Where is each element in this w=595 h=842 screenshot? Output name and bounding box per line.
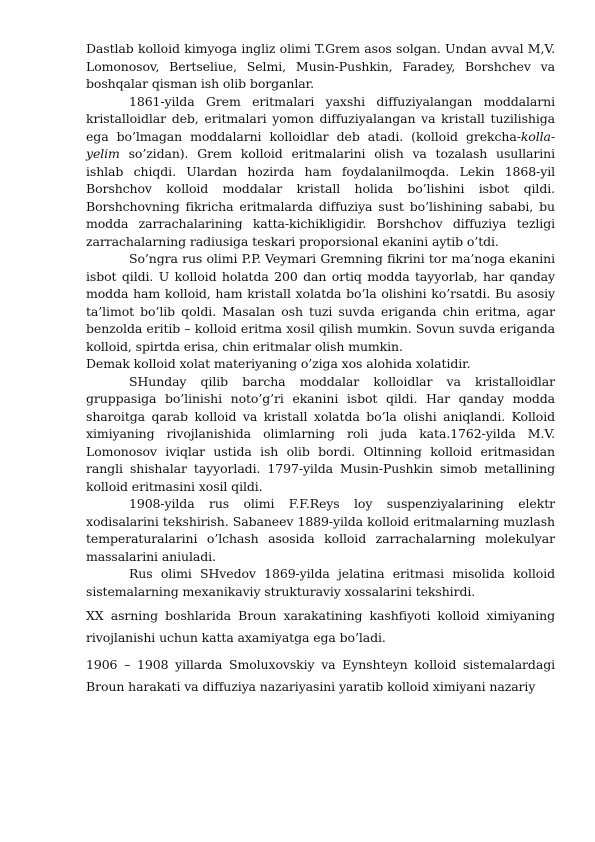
paragraph-text: Demak kolloid xolat materiyaning o’ziga xos alohida xolatidir. bbox=[86, 356, 471, 371]
paragraph-text: 1908-yilda rus olimi F.F.Reys loy suspenziyalarining elektr xodisalarini tekshirish. Sabaneev 1889-yilda kolloid eritmalarning muzlash temperaturalarini o’lchash asosida kolloid zarrachalarning molekulyar massalarini aniuladi. bbox=[86, 496, 555, 564]
italic-term: kolla- yelim bbox=[86, 128, 555, 161]
paragraph-text: SHunday qilib barcha moddalar kolloidlar va kristalloidlar gruppasiga bo’linishi noto’g’ri ekanini isbot qildi. Har qanday modda sharoitga qarab kolloid va kristall xolatda bo’la olishi aniqlandi. Kolloid ximiyaning rivojlanishida olimlarning roli juda kata.1762-yilda M.V. Lomonosov iviqlar ustida ish olib bordi. Oltinning kolloid eritmasidan rangli shishalar tayyorladi. 1797-yilda Musin-Pushkin simob metallining kolloid eritmasini xosil qildi. bbox=[86, 373, 555, 494]
paragraph-text: XX asrning boshlarida Broun xarakatining kashfiyoti kolloid ximiyaning rivojlanishi uchun katta axamiyatga ega bo’ladi. bbox=[86, 608, 555, 645]
paragraph-text: 1861-yilda Grem eritmalari yaxshi diffuziyalangan moddalarni kristalloidlar deb, eritmalari yomon diffuziyalangan va kristall tuzilishiga ega bo’lmagan moddalarni kolloidlar deb atadi. (kolloid grekcha- bbox=[86, 93, 555, 144]
paragraph-text: Dastlab kolloid kimyoga ingliz olimi T.Grem asos solgan. Undan avval M,V. Lomonosov, Bertseliue, Selmi, Musin-Pushkin, Faradey, Borshchev va boshqalar qisman ish olib borganlar. bbox=[86, 41, 555, 91]
body-text bbox=[86, 40, 555, 698]
paragraph-2 bbox=[86, 93, 555, 251]
paragraph-3 bbox=[86, 250, 555, 355]
paragraph-4 bbox=[86, 355, 555, 373]
paragraph-8 bbox=[86, 605, 555, 649]
paragraph-1 bbox=[86, 40, 555, 93]
paragraph-7 bbox=[86, 565, 555, 600]
paragraph-text: 1906 – 1908 yillarda Smoluxovskiy va Eynshteyn kolloid sistemalardagi Broun harakati va diffuziya nazariyasini yaratib kolloid ximiyani nazariy bbox=[86, 657, 555, 694]
paragraph-text: so’zidan). Grem kolloid eritmalarini olish va tozalash usullarini ishlab chiqdi. Ulardan hozirda ham foydalanilmoqda. Lekin 1868-yil Borshchov kolloid moddalar kristall holida bo’lishini isbot qildi. Borshchovning fikricha eritmalarda diffuziya sust bo’lishining sababi, bu modda zarrachalarining katta-kichikligidir. Borshchov diffuziya tezligi zarrachalarning radiusiga teskari proporsional ekanini aytib o’tdi. bbox=[86, 146, 555, 249]
paragraph-9 bbox=[86, 654, 555, 698]
paragraph-6 bbox=[86, 495, 555, 565]
paragraph-5 bbox=[86, 373, 555, 496]
paragraph-text: Rus olimi SHvedov 1869-yilda jelatina eritmasi misolida kolloid sistemalarning mexanikaviy strukturaviy xossalarini tekshirdi. bbox=[86, 566, 555, 599]
paragraph-text: So’ngra rus olimi P.P. Veymari Gremning fikrini tor ma’noga ekanini isbot qildi. U kolloid holatda 200 dan ortiq modda tayyorlab, har qanday modda ham kolloid, ham kristall xolatda bo’la olishini ko’rsatdi. Bu asosiy ta’limot bo’lib qoldi. Masalan osh tuzi suvda eriganda chin eritma, agar benzolda eritib – kolloid eritma xosil qilish mumkin. Sovun suvda eriganda kolloid, spirtda erisa, chin eritmalar olish mumkin. bbox=[86, 251, 555, 354]
